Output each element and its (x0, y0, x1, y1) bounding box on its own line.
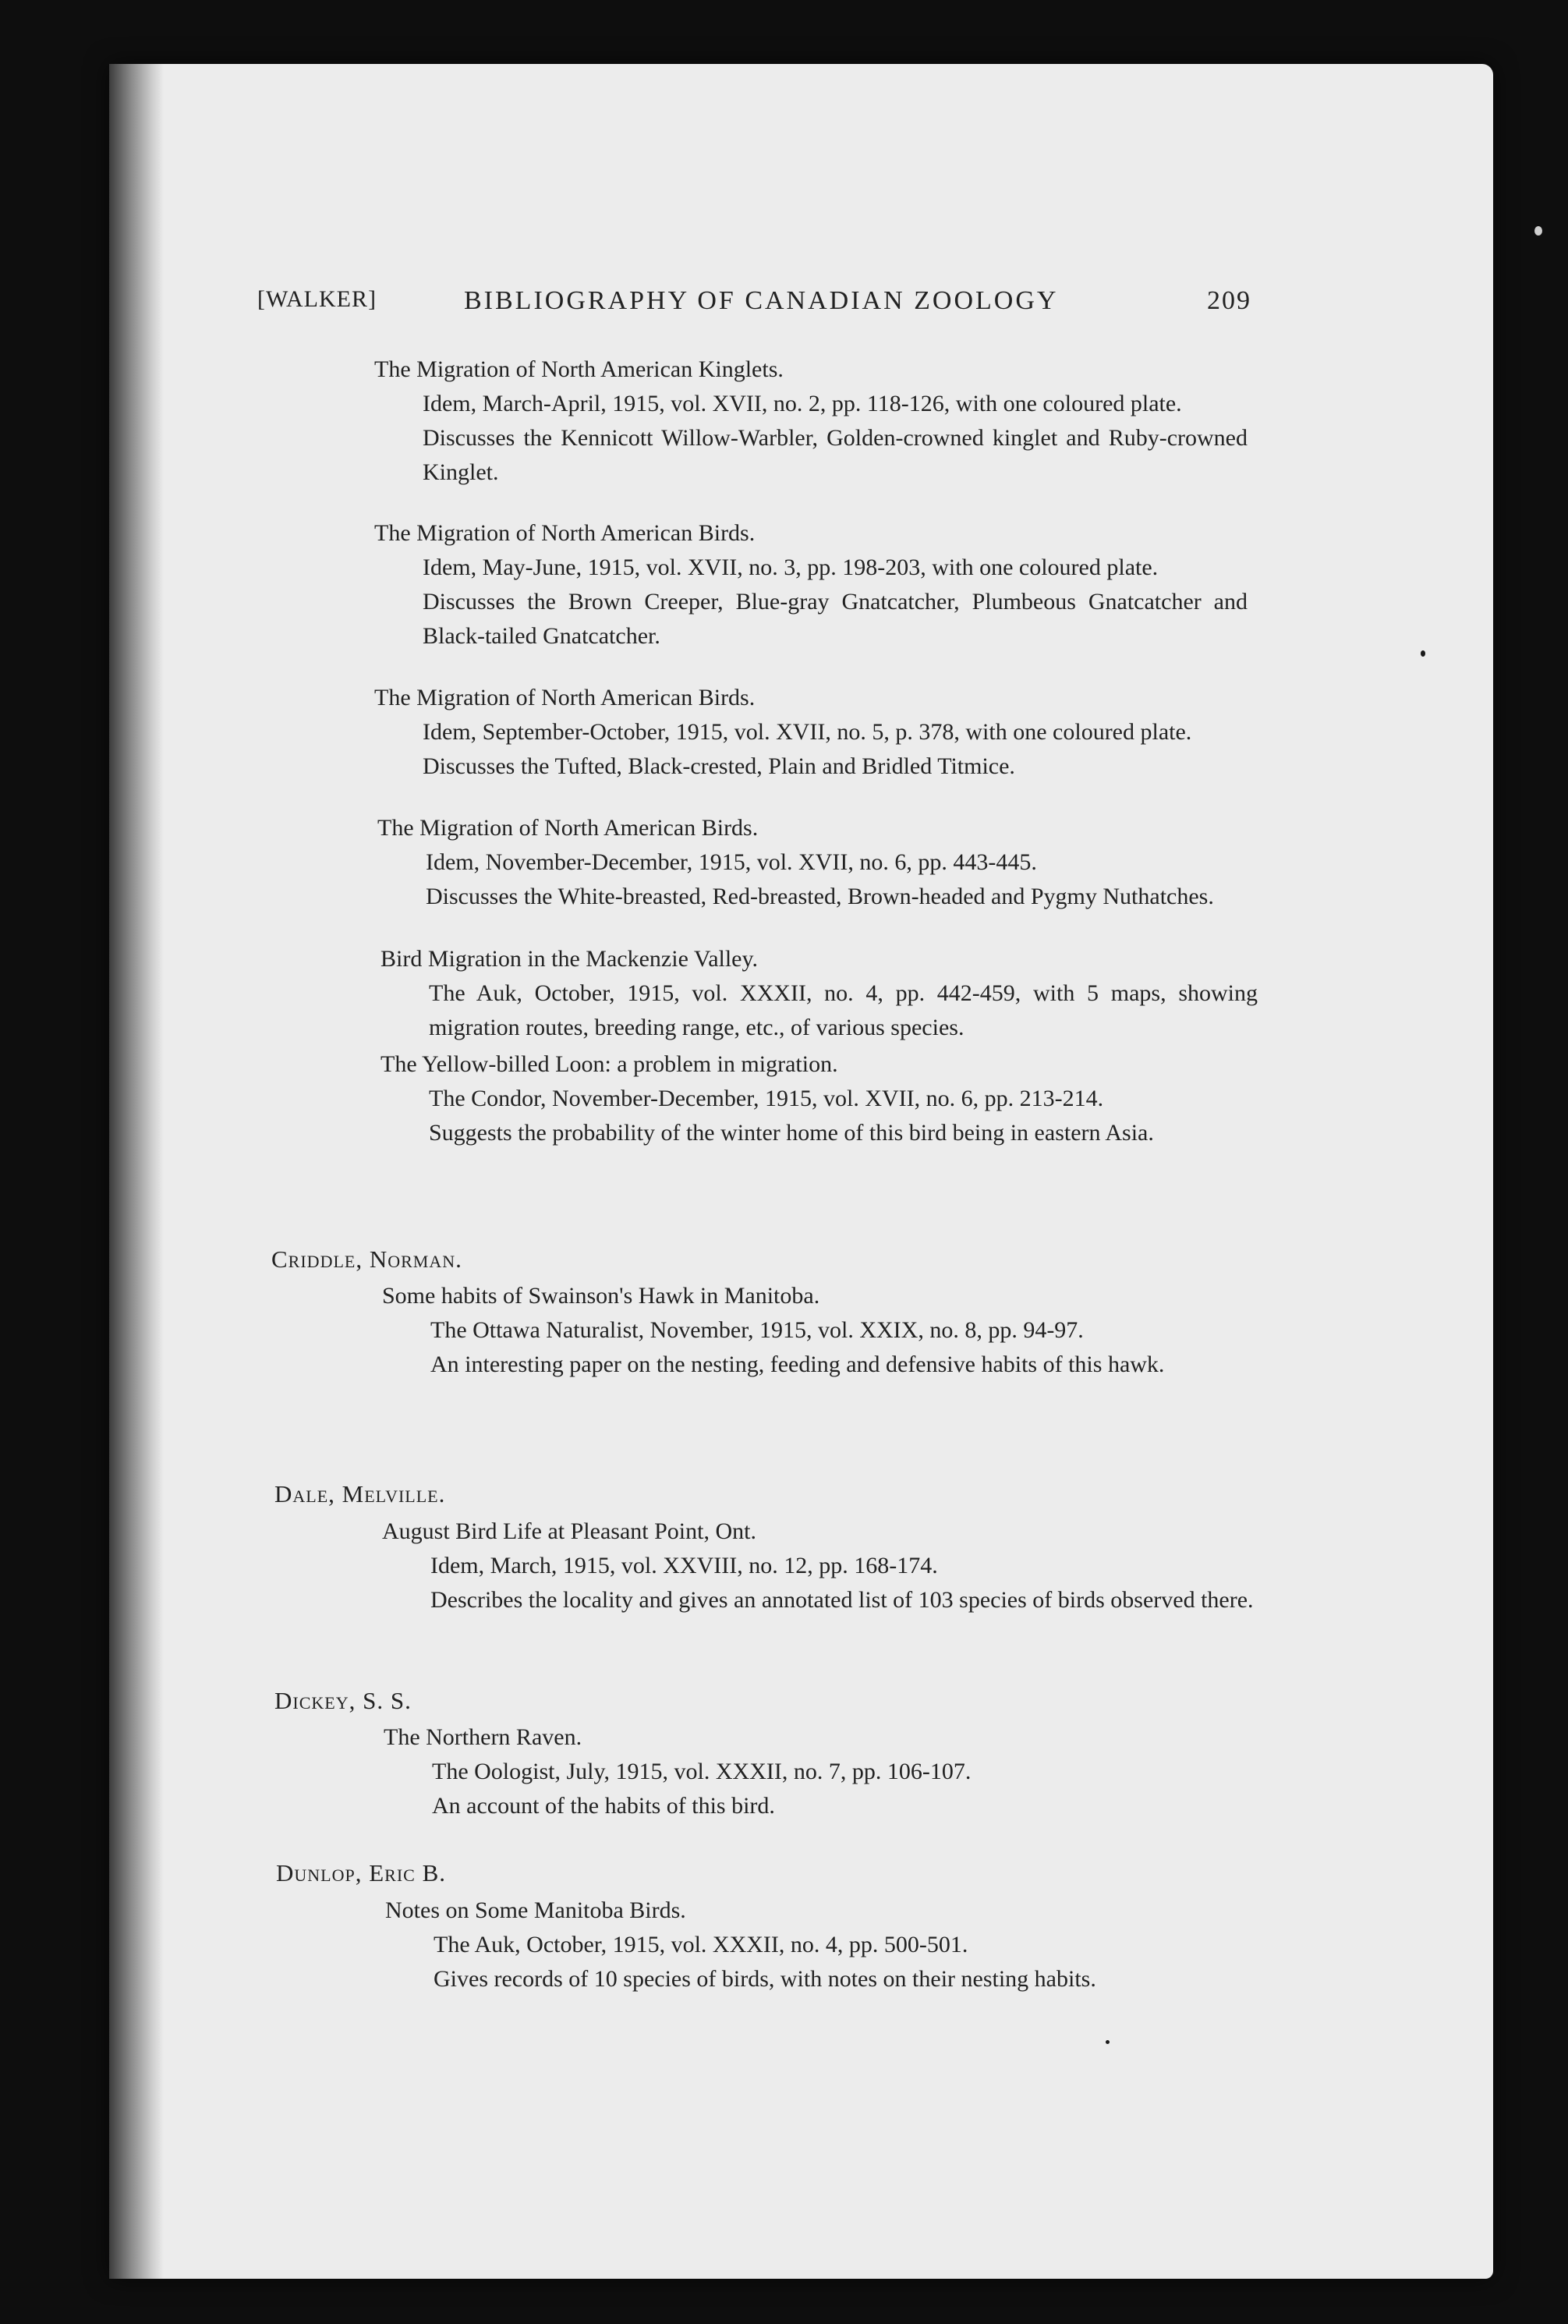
entry-note: Discusses the White-breasted, Red-breasted, Brown-headed and Pygmy Nuthatches. (426, 884, 1214, 909)
author-heading: Dunlop, Eric B. (276, 1859, 447, 1886)
entry-citation: The Ottawa Naturalist, November, 1915, vol. XXIX, no. 8, pp. 94-97. (430, 1317, 1084, 1343)
entry-note: Suggests the probability of the winter home of this bird being in eastern Asia. (429, 1120, 1154, 1146)
author-heading: Dale, Melville. (274, 1480, 446, 1507)
author-heading: Criddle, Norman. (271, 1245, 462, 1273)
entry-citation: The Auk, October, 1915, vol. XXXII, no. 4, pp. 442-459, with 5 maps, showing migration routes, breeding range, etc., of various species. (429, 980, 1258, 1040)
page-gutter-shadow (109, 64, 164, 2279)
entry-citation: Idem, March-April, 1915, vol. XVII, no. 2, pp. 118-126, with one coloured plate. (423, 391, 1182, 416)
entry-note: Describes the locality and gives an annotated list of 103 species of birds observed there. (430, 1587, 1254, 1613)
scan-speck (1534, 226, 1542, 236)
entry-citation: The Oologist, July, 1915, vol. XXXII, no. 7, pp. 106-107. (432, 1759, 972, 1784)
entry-title: August Bird Life at Pleasant Point, Ont. (382, 1518, 756, 1544)
entry-citation: Idem, September-October, 1915, vol. XVII, no. 5, p. 378, with one coloured plate. (423, 719, 1192, 745)
header-author: [WALKER] (257, 286, 377, 312)
bib-entry (374, 516, 1248, 654)
entry-note: Discusses the Kennicott Willow-Warbler, Golden-crowned kinglet and Ruby-crowned Kinglet. (423, 425, 1248, 485)
entry-note: Discusses the Tufted, Black-crested, Plain and Bridled Titmice. (423, 753, 1015, 779)
bib-entry (374, 681, 1251, 784)
entry-citation: Idem, November-December, 1915, vol. XVII, no. 6, pp. 443-445. (426, 849, 1037, 875)
entry-title: Notes on Some Manitoba Birds. (385, 1897, 686, 1923)
bib-entry (385, 1894, 1268, 1996)
entry-citation: Idem, May-June, 1915, vol. XVII, no. 3, pp. 198-203, with one coloured plate. (423, 554, 1159, 580)
bib-entry (382, 1279, 1263, 1382)
bib-entry (382, 1514, 1265, 1617)
scan-speck (1421, 650, 1425, 657)
author-heading: Dickey, S. S. (274, 1687, 412, 1714)
entry-citation: The Auk, October, 1915, vol. XXXII, no. 4, pp. 500-501. (434, 1932, 968, 1957)
scan-speck (1106, 2040, 1110, 2044)
bib-entry (377, 811, 1255, 914)
page-number: 209 (1207, 286, 1251, 315)
entry-citation: Idem, March, 1915, vol. XXVIII, no. 12, pp. 168-174. (430, 1553, 938, 1578)
entry-title: The Migration of North American Birds. (377, 815, 759, 841)
header-title: BIBLIOGRAPHY OF CANADIAN ZOOLOGY (464, 286, 1059, 315)
entry-title: The Migration of North American Birds. (374, 520, 756, 546)
entry-title: The Yellow-billed Loon: a problem in migration. (380, 1051, 838, 1077)
entry-note: Discusses the Brown Creeper, Blue-gray Gnatcatcher, Plumbeous Gnatcatcher and Black-tailed Gnatcatcher. (423, 589, 1248, 649)
entry-note: An interesting paper on the nesting, feeding and defensive habits of this hawk. (430, 1352, 1165, 1377)
bib-entry (380, 1047, 1260, 1150)
entry-title: Bird Migration in the Mackenzie Valley. (380, 946, 759, 972)
entry-citation: The Condor, November-December, 1915, vol. XVII, no. 6, pp. 213-214. (429, 1086, 1104, 1111)
entry-note: An account of the habits of this bird. (432, 1793, 775, 1819)
bib-entry (380, 942, 1258, 1045)
entry-title: The Migration of North American Birds. (374, 685, 756, 710)
bib-entry (384, 1720, 1265, 1823)
bib-entry (374, 352, 1248, 490)
entry-title: Some habits of Swainson's Hawk in Manitoba. (382, 1283, 820, 1309)
entry-title: The Northern Raven. (384, 1724, 582, 1750)
entry-title: The Migration of North American Kinglets. (374, 356, 784, 382)
entry-note: Gives records of 10 species of birds, with notes on their nesting habits. (434, 1966, 1096, 1992)
